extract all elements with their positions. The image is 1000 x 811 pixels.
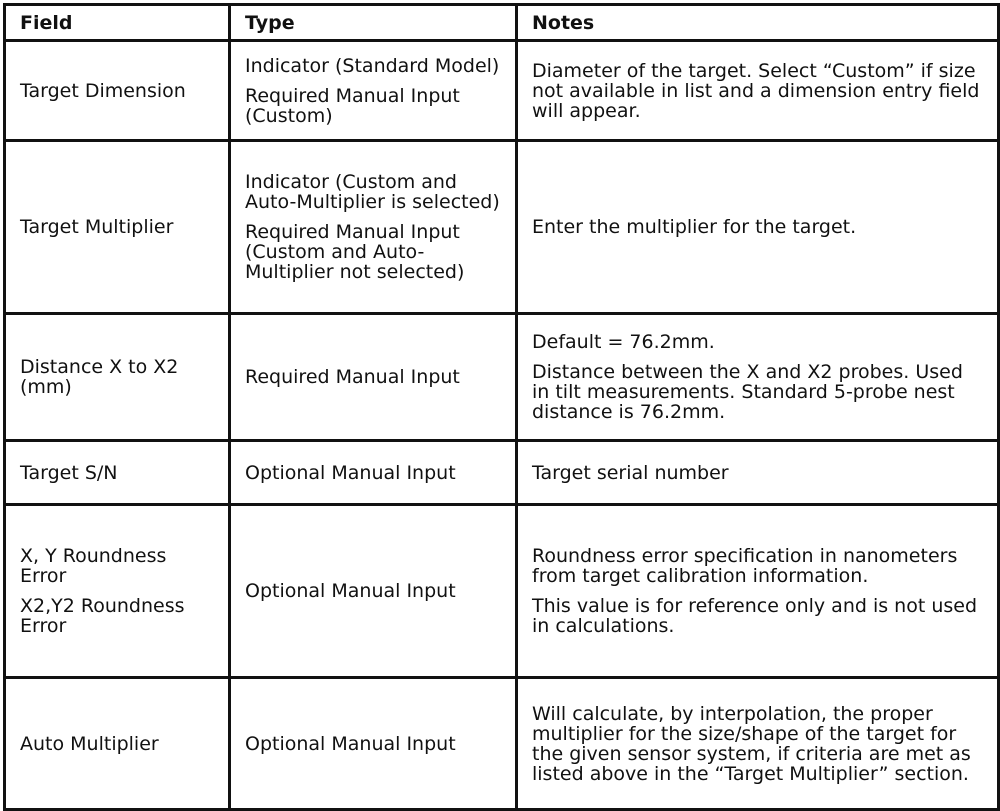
notes-text: This value is for reference only and is not used in calculations. bbox=[532, 595, 978, 637]
type-text: Required Manual Input bbox=[245, 366, 460, 388]
table-row bbox=[5, 41, 999, 141]
table-row bbox=[5, 678, 999, 810]
table-row bbox=[5, 314, 999, 441]
notes-text: Enter the multiplier for the target. bbox=[532, 216, 857, 238]
type-text: Optional Manual Input bbox=[245, 732, 456, 755]
type-cell bbox=[230, 441, 517, 505]
field-cell bbox=[5, 678, 230, 810]
type-cell bbox=[230, 314, 517, 441]
type-cell bbox=[230, 41, 517, 141]
notes-cell bbox=[517, 441, 999, 505]
type-text: Optional Manual Input bbox=[245, 461, 456, 484]
field-text: Distance X to X2 (mm) bbox=[20, 356, 179, 398]
table-row bbox=[5, 505, 999, 678]
notes-cell bbox=[517, 505, 999, 678]
field-text: Auto Multiplier bbox=[20, 732, 159, 755]
field-text: Target Dimension bbox=[20, 79, 186, 102]
field-cell bbox=[5, 314, 230, 441]
type-text: Indicator (Standard Model) bbox=[245, 54, 500, 77]
type-cell bbox=[230, 678, 517, 810]
notes-text: Distance between the X and X2 probes. Used in tilt measurements. Standard 5-probe nest distance is 76.2mm. bbox=[532, 361, 963, 423]
notes-text: Default = 76.2mm. bbox=[532, 331, 715, 353]
field-text: Target Multiplier bbox=[20, 216, 174, 238]
notes-cell bbox=[517, 314, 999, 441]
notes-text: Roundness error specification in nanometers from target calibration information. bbox=[532, 545, 958, 587]
notes-text: Will calculate, by interpolation, the proper multiplier for the size/shape of the target for the given sensor system, if criteria are met as listed above in the “Target Multiplier” section. bbox=[532, 702, 971, 785]
type-cell bbox=[230, 141, 517, 314]
field-text: X, Y Roundness Error bbox=[20, 545, 167, 587]
header-notes: Notes bbox=[517, 5, 999, 41]
type-cell bbox=[230, 505, 517, 678]
field-cell bbox=[5, 441, 230, 505]
notes-text: Target serial number bbox=[532, 461, 729, 484]
field-text: X2,Y2 Roundness Error bbox=[20, 595, 185, 637]
type-text: Required Manual Input (Custom) bbox=[245, 84, 460, 127]
header-field: Field bbox=[5, 5, 230, 41]
field-cell bbox=[5, 41, 230, 141]
notes-cell bbox=[517, 41, 999, 141]
field-reference-table bbox=[3, 3, 1000, 811]
notes-cell bbox=[517, 141, 999, 314]
notes-cell bbox=[517, 678, 999, 810]
field-text: Target S/N bbox=[20, 461, 118, 484]
table-header-row bbox=[5, 5, 999, 41]
type-text: Indicator (Custom and Auto-Multiplier is selected) bbox=[245, 171, 500, 213]
header-type: Type bbox=[230, 5, 517, 41]
notes-text: Diameter of the target. Select “Custom” if size not available in list and a dimension entry field will appear. bbox=[532, 59, 980, 122]
type-text: Optional Manual Input bbox=[245, 580, 456, 602]
type-text: Required Manual Input (Custom and Auto-Multiplier not selected) bbox=[245, 221, 465, 283]
table-row bbox=[5, 141, 999, 314]
field-cell bbox=[5, 141, 230, 314]
table-row bbox=[5, 441, 999, 505]
field-cell bbox=[5, 505, 230, 678]
